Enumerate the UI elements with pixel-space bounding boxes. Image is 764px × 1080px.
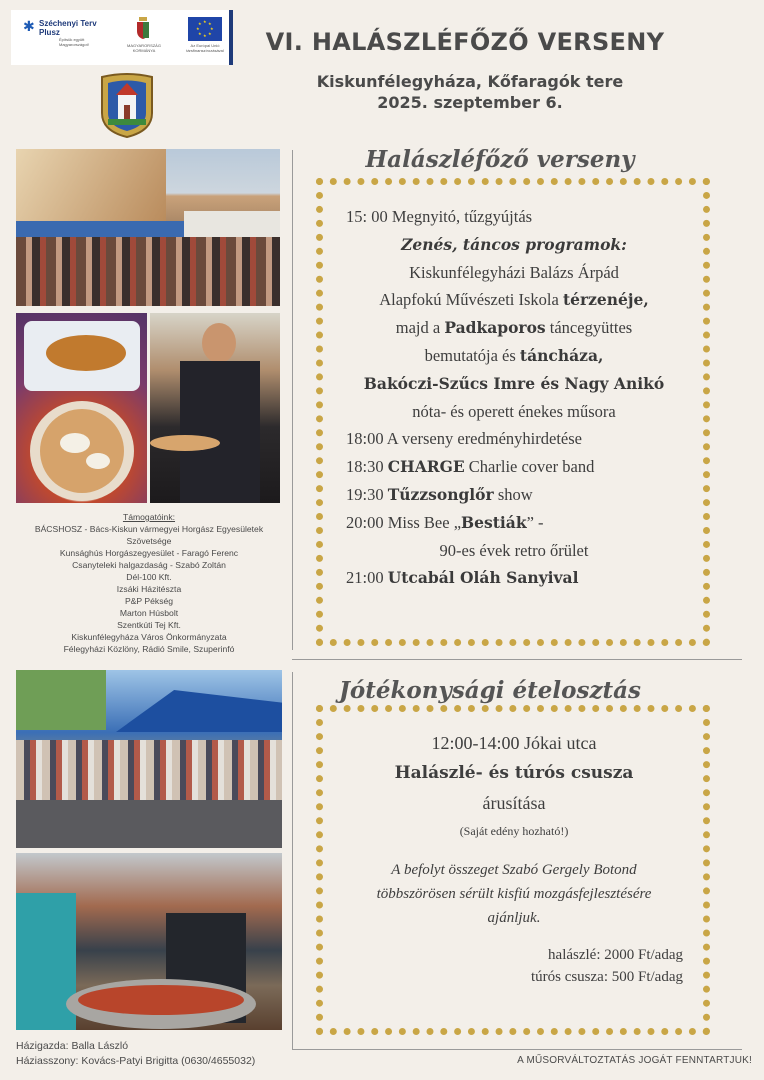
event-date: 2025. szeptember 6. [377, 93, 563, 112]
program-item [320, 425, 708, 453]
footer-divider [292, 1049, 742, 1050]
program-item [320, 509, 708, 537]
sponsor-line: Szövetsége [126, 536, 172, 546]
sponsor-line: BÁCSHOSZ - Bács-Kiskun vármegyei Horgász Egyesületek [34, 524, 264, 534]
program-item [320, 314, 708, 342]
charity-appeal-line: többszörösen sérült kisfiú mozgásfejlesztésére [376, 886, 652, 902]
program-item [320, 537, 708, 565]
program-item-highlight: Bakóczi-Szűcs Imre és Nagy Anikó [363, 373, 665, 393]
program-item-text: 20:00 Miss Bee „ [346, 512, 462, 532]
hungary-coat-of-arms-icon [135, 17, 151, 39]
city-crest-icon [98, 73, 156, 139]
program-item [320, 231, 708, 259]
program-change-disclaimer: A MŰSORVÁLTOZTATÁS JOGÁT FENNTARTJUK! [517, 1055, 752, 1066]
program-item-text: show [493, 484, 533, 504]
charity-appeal-line: A befolyt összeget Szabó Gergely Botond [391, 862, 637, 878]
program-item [320, 259, 708, 287]
charity-appeal-line: ajánljuk. [487, 910, 541, 926]
program-item-text: 18:00 A verseny eredményhirdetése [346, 429, 582, 449]
program-item-highlight: CHARGE [387, 457, 465, 477]
charity-dish: Halászlé- és túrós csusza [394, 763, 634, 783]
program-item-highlight: Zenés, táncos programok: [401, 234, 627, 254]
sponsor-line: Szentkúti Tej Kft. [117, 620, 181, 630]
charity-time-place: 12:00-14:00 Jókai utca [431, 733, 597, 753]
hostess-name: Háziasszony: Kovács-Patyi Brigitta (0630/4655032) [16, 1055, 256, 1067]
program-item-text: Alapfokú Művészeti Iskola [379, 290, 563, 310]
szechenyi-logo-text: Széchenyi Terv Plusz [39, 19, 97, 37]
sponsor-line: Félegyházi Közlöny, Rádió Smile, Szuperinfó [63, 644, 235, 654]
program-item-text: 19:30 [346, 484, 388, 504]
event-location: Kiskunfélegyháza, Kőfaragók tere [316, 72, 624, 91]
sponsor-line: Csanyteleki halgazdaság - Szabó Zoltán [72, 560, 226, 570]
program-item [320, 481, 708, 509]
eu-funding-text: Az Európai Unió társfinanszírozásával [186, 43, 224, 53]
svg-text:★: ★ [210, 26, 214, 31]
horizontal-divider [292, 659, 742, 660]
program-item [320, 286, 708, 314]
program-item-highlight: térzenéje, [562, 290, 649, 310]
program-item [320, 398, 708, 426]
charity-section-title: Jótékonysági ételosztás [339, 677, 641, 704]
photo-town-square-crowd [16, 149, 280, 306]
vertical-divider-lower [292, 672, 293, 1050]
host-name: Házigazda: Balla László [16, 1040, 129, 1052]
program-item-text: bemutatója és [424, 345, 520, 365]
svg-text:★: ★ [203, 33, 207, 38]
price-halaszle: halászlé: 2000 Ft/adag [548, 947, 683, 963]
program-item [320, 564, 708, 592]
price-list [400, 944, 683, 988]
program-item-text: 18:30 [346, 457, 388, 477]
price-turos-csusza: túrós csusza: 500 Ft/adag [530, 969, 683, 985]
svg-text:★: ★ [203, 19, 207, 24]
program-item-highlight: Utcabál Oláh Sanyival [387, 568, 579, 588]
program-item-highlight: Bestiák [461, 512, 527, 532]
charity-sale: árusítása [482, 793, 546, 813]
szechenyi-logo-icon: ✱ [23, 19, 35, 35]
photo-street-market-crowd [16, 670, 282, 848]
charity-details [320, 728, 708, 930]
charity-note: (Saját edény hozható!) [459, 824, 569, 838]
program-item-text: 90-es évek retro őrület [439, 540, 589, 560]
photo-cooking-cauldron [16, 853, 282, 1030]
szechenyi-slogan: Építsük együtt Magyarországot! [59, 37, 89, 47]
sponsor-line: P&P Pékség [124, 596, 174, 606]
sponsors-list [16, 511, 282, 655]
program-item-text: Kiskunfélegyházi Balázs Árpád [409, 262, 619, 282]
sponsor-line: Dél-100 Kft. [126, 572, 172, 582]
program-item-text: Charlie cover band [464, 457, 595, 477]
sponsor-line: Kunsághús Horgászegyesület - Faragó Ferenc [59, 548, 239, 558]
sponsor-line: Kiskunfélegyháza Város Önkormányzata [71, 632, 227, 642]
program-item-text: 15: 00 Megnyitó, tűzgyújtás [346, 207, 533, 226]
program-item [320, 342, 708, 370]
program-schedule [320, 203, 708, 592]
program-item-text: ” - [526, 512, 544, 532]
program-item-highlight: Tűzzsonglőr [387, 484, 494, 504]
program-item-text: majd a [395, 318, 445, 338]
sponsor-logo-strip [11, 10, 233, 65]
hosts-info [16, 1039, 255, 1069]
program-item-text: táncegyüttes [545, 318, 633, 338]
svg-text:★: ★ [198, 21, 202, 26]
event-title: VI. HALÁSZLÉFŐZŐ VERSENY [265, 28, 665, 56]
svg-text:★: ★ [208, 21, 212, 26]
program-item-text: nóta- és operett énekes műsora [412, 401, 616, 421]
svg-text:★: ★ [198, 31, 202, 36]
competition-section-title: Halászléfőző verseny [365, 146, 635, 173]
hungary-government-text: MAGYARORSZÁG KORMÁNYA [127, 43, 161, 53]
sponsor-line: Izsáki Házitészta [116, 584, 182, 594]
program-item-highlight: Padkaporos [444, 318, 546, 338]
vertical-divider [292, 150, 293, 650]
sponsor-line: Marton Húsbolt [119, 608, 179, 618]
photo-fish-dish-and-pizza [16, 313, 147, 503]
svg-text:★: ★ [196, 26, 200, 31]
program-item [320, 370, 708, 398]
sponsors-heading: Támogatóink: [122, 512, 176, 522]
program-item [320, 453, 708, 481]
eu-flag-icon [188, 17, 222, 41]
program-item [320, 203, 708, 231]
program-item-highlight: táncháza, [519, 345, 604, 365]
program-item-text: 21:00 [346, 568, 388, 588]
photo-chef-serving [150, 313, 280, 503]
svg-text:★: ★ [208, 31, 212, 36]
